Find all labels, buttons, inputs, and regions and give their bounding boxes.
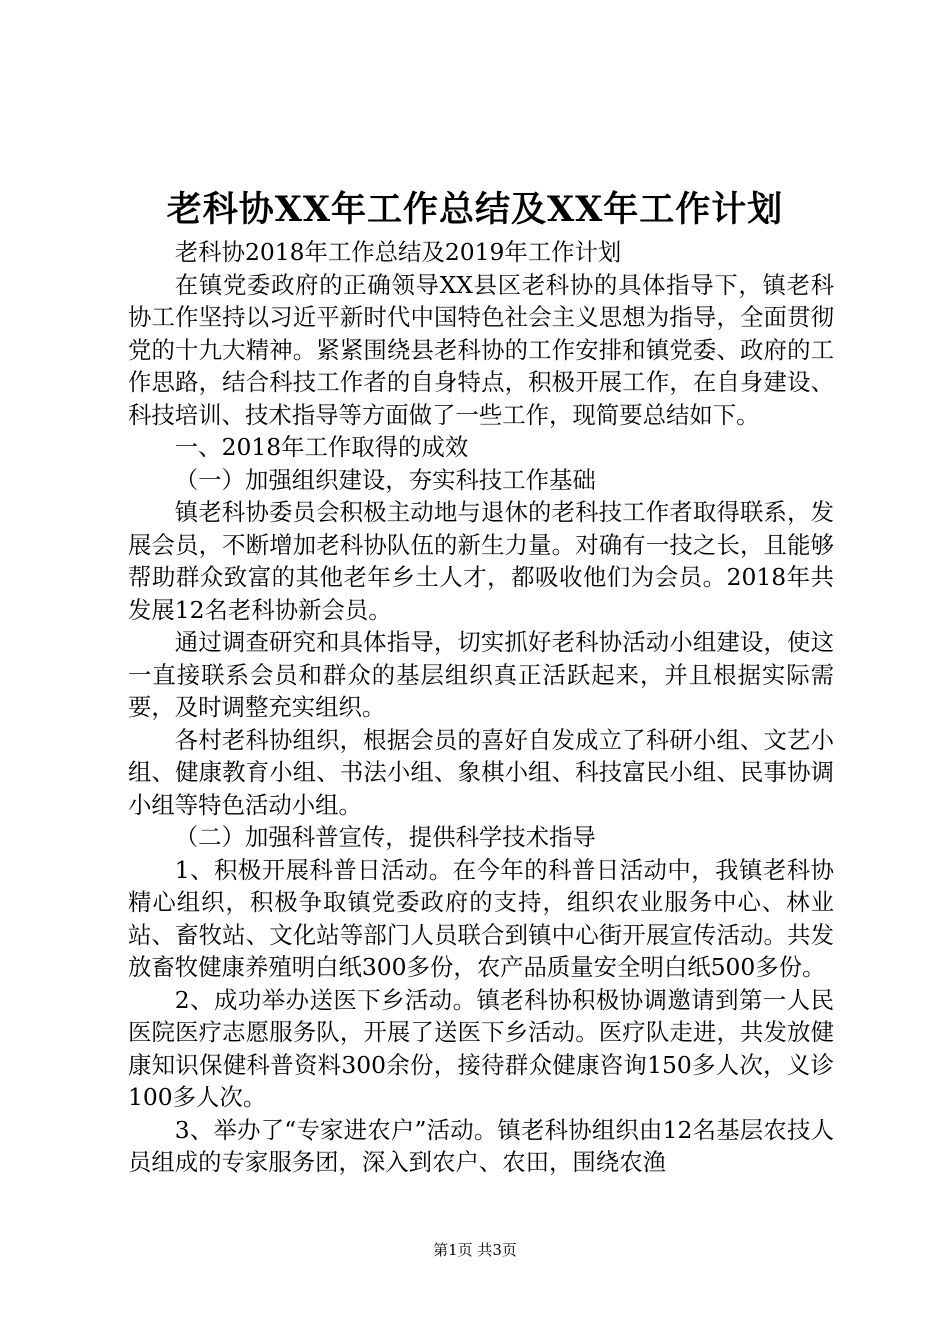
document-body <box>128 236 834 1179</box>
paragraph-subtitle: 老科协2018年工作总结及2019年工作计划 <box>174 238 622 266</box>
document-title: 老科协XX年工作总结及XX年工作计划 <box>166 189 784 230</box>
page-footer: 第1页 共3页 <box>433 1241 517 1259</box>
heading-subsection-2: （二）加强科普宣传，提供科学技术指导 <box>174 823 596 851</box>
paragraph-intro: 在镇党委政府的正确领导XX县区老科协的具体指导下，镇老科协工作坚持以习近平新时代中国特色社会主义思想为指导，全面贯彻党的十九大精神。紧紧围绕县老科协的工作安排和镇党委、政府的工作思路，结合科技工作者的自身特点，积极开展工作，在自身建设、科技培训、技术指导等方面做了一些工作，现简要总结如下。 <box>128 270 834 429</box>
paragraph-medical: 2、成功举办送医下乡活动。镇老科协积极协调邀请到第一人民医院医疗志愿服务队，开展了送医下乡活动。医疗队走进，共发放健康知识保健科普资料300余份，接待群众健康咨询150多人次，义诊100多人次。 <box>128 985 834 1111</box>
paragraph-groups: 通过调查研究和具体指导，切实抓好老科协活动小组建设，使这一直接联系会员和群众的基层组织真正活跃起来，并且根据实际需要，及时调整充实组织。 <box>128 628 834 721</box>
paragraph-science-day: 1、积极开展科普日活动。在今年的科普日活动中，我镇老科协精心组织，积极争取镇党委政府的支持，组织农业服务中心、林业站、畜牧站、文化站等部门人员联合到镇中心街开展宣传活动。共发放畜牧健康养殖明白纸300多份，农产品质量安全明白纸500多份。 <box>128 855 834 981</box>
paragraph-village-groups: 各村老科协组织，根据会员的喜好自发成立了科研小组、文艺小组、健康教育小组、书法小组、象棋小组、科技富民小组、民事协调小组等特色活动小组。 <box>128 725 834 819</box>
paragraph-expert-visit: 3、举办了“专家进农户”活动。镇老科协组织由12名基层农技人员组成的专家服务团，深入到农户、农田，围绕农渔 <box>128 1115 834 1176</box>
paragraph-membership: 镇老科协委员会积极主动地与退休的老科技工作者取得联系，发展会员，不断增加老科协队伍的新生力量。对确有一技之长，且能够帮助群众致富的其他老年乡土人才，都吸收他们为会员。2018年共发展12名老科协新会员。 <box>128 498 834 624</box>
heading-section-1: 一、2018年工作取得的成效 <box>174 433 469 461</box>
heading-subsection-1: （一）加强组织建设，夯实科技工作基础 <box>174 465 596 494</box>
